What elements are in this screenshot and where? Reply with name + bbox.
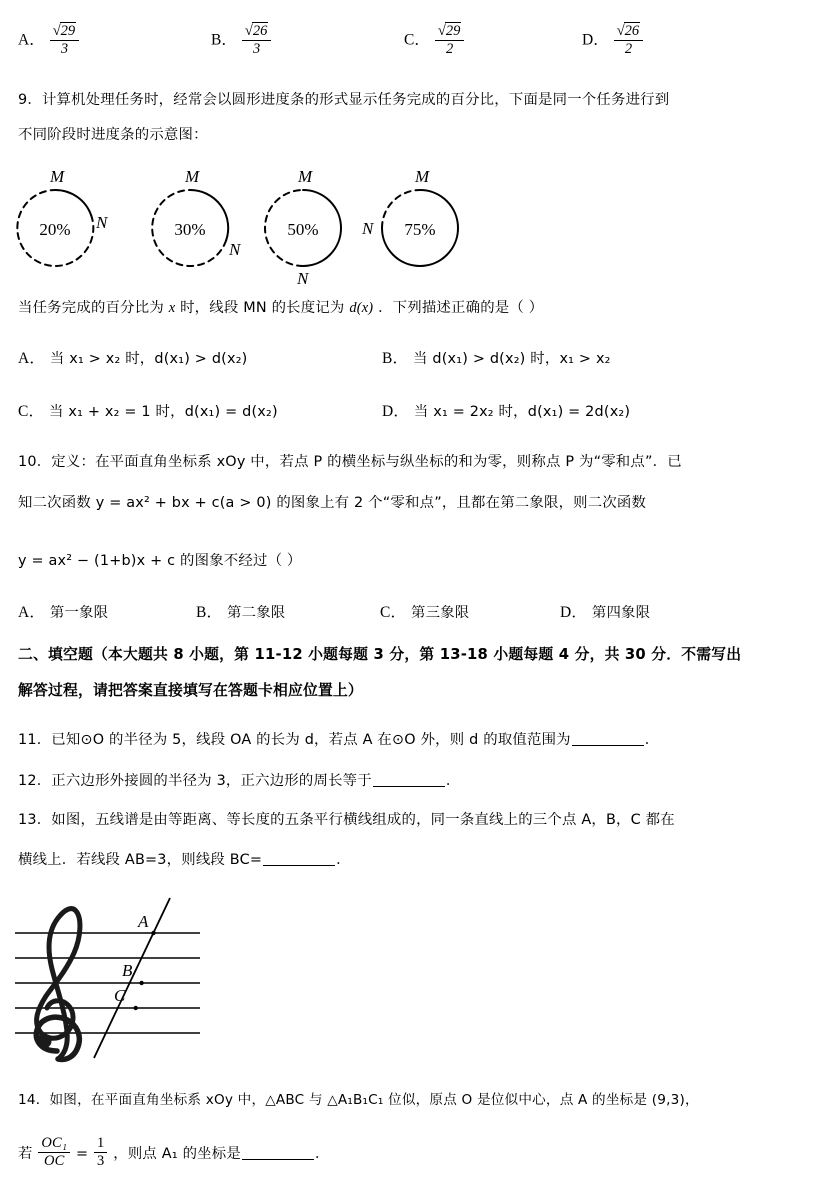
q8-options-row [18,18,828,76]
q8-option-c[interactable] [404,24,465,57]
q8-option-b-denominator: 3 [252,41,261,58]
q13-line2-post: ． [336,851,351,868]
circle-20-label-n: N [96,213,108,232]
q11-answer-blank[interactable] [572,731,644,746]
staff-point-b-dot [139,981,143,985]
q10-option-c-label: C． [380,604,407,621]
staff-label-c: C [114,986,126,1005]
q9-question-dx: d(x) [349,300,374,316]
section2-heading-line1: 二、填空题（本大题共 8 小题，第 11-12 小题每题 3 分，第 13-18 小题每题 4 分，共 30 分．不需写出 [18,646,742,663]
q9-option-b-text: 当 d(x₁) > d(x₂) 时，x₁ > x₂ [413,351,611,367]
q10-option-b-label: B． [196,604,223,621]
circle-20-percent: 20% [39,220,71,239]
circle-30-label-n: N [229,240,241,259]
q10-option-a-text: 第一象限 [49,605,109,621]
q14-value-numerator: 1 [94,1136,107,1153]
q10-option-a[interactable] [18,605,108,621]
q10-option-d-text: 第四象限 [591,605,651,621]
q8-option-d-label: D． [582,31,609,49]
q13-line2 [18,851,351,867]
circle-50-label-m: M [298,167,313,186]
q8-option-d[interactable] [582,24,644,57]
q13-answer-blank[interactable] [263,851,335,866]
q8-option-d-numerator: √26 [614,24,643,41]
q10-option-c-text: 第三象限 [411,605,470,621]
q14-line2-mid: ，则点 A₁ 的坐标是 [113,1146,241,1163]
radical-icon: √ [52,23,61,39]
q9-option-a-label: A． [18,350,46,367]
q9-option-d-label: D． [382,403,410,420]
q9-option-b[interactable] [382,351,611,367]
q8-option-c-label: C． [404,31,430,49]
q9-option-b-label: B． [382,350,409,367]
q12 [18,772,460,788]
q10-option-d[interactable] [560,605,650,621]
q10-option-b[interactable] [196,605,285,621]
q14-line1: 14．如图，在平面直角坐标系 xOy 中，△ABC 与 △A₁B₁C₁ 位似，原点 O 是位似中心，点 A 的坐标是 (9,3)， [18,1092,699,1108]
radical-icon: √ [437,23,446,39]
circle-30-percent: 30% [174,220,206,239]
q8-option-d-fraction [614,24,643,57]
q9-option-a[interactable] [18,351,247,367]
q9-option-d[interactable] [382,404,630,420]
radical-icon: √ [616,23,625,39]
q9-option-c[interactable] [18,404,278,420]
q14-value-fraction [94,1136,107,1169]
staff-point-a-dot [151,931,155,935]
q9-option-d-text: 当 x₁ = 2x₂ 时，d(x₁) = 2d(x₂) [413,404,631,420]
staff-svg [10,893,220,1073]
q14-ratio-fraction [38,1136,70,1169]
q9-option-a-text: 当 x₁ > x₂ 时，d(x₁) > d(x₂) [49,351,248,367]
q10-option-a-label: A． [18,604,46,621]
q14-line2 [18,1136,330,1169]
circle-50-label-n: N [297,269,309,288]
q13-line1: 13．如图，五线谱是由等距离、等长度的五条平行横线组成的，同一条直线上的三个点 A，B，C 都在 [18,812,675,828]
q8-option-b-numerator: √26 [242,24,271,41]
q9-progress-circles-figure [0,160,500,295]
q14-value-denominator: 3 [97,1153,105,1170]
q10-option-b-text: 第二象限 [227,605,286,621]
circle-30-label-m: M [185,167,200,186]
treble-clef-icon [36,909,80,1060]
q11-trailing: ． [644,731,660,748]
q9-question-pre: 当任务完成的百分比为 [18,300,164,316]
q14-equals-sign: = [75,1146,89,1163]
q11-text: 11．已知⊙O 的半径为 5，线段 OA 的长为 d，若点 A 在⊙O 外，则 d 的取值范围为 [18,731,571,748]
q9-option-c-text: 当 x₁ + x₂ = 1 时，d(x₁) = d(x₂) [49,404,278,420]
q10-option-d-label: D． [560,604,588,621]
q8-option-c-fraction [435,24,464,57]
staff-lines [15,933,200,1033]
q8-option-a-numerator: √29 [50,24,79,41]
q12-trailing: ． [445,772,461,789]
q13-staff-figure [10,893,220,1073]
q10-option-c[interactable] [380,605,469,621]
staff-label-b: B [122,961,133,980]
circle-75-label-n: N [362,219,374,238]
radical-icon: √ [244,23,253,39]
staff-points [134,931,156,1010]
q8-option-b-label: B． [211,31,237,49]
progress-circles-svg [0,160,500,295]
q8-option-b-fraction [242,24,271,57]
q9-stem-line2: 不同阶段时进度条的示意图： [18,127,208,143]
q8-option-c-denominator: 2 [445,41,454,58]
q9-question-var: x [168,300,176,316]
circle-20-label-m: M [50,167,65,186]
q9-question-post: ．下列描述正确的是（ ） [378,300,544,316]
q12-answer-blank[interactable] [373,772,445,787]
q8-option-c-numerator: √29 [435,24,464,41]
q10-line1: 10．定义：在平面直角坐标系 xOy 中，若点 P 的横坐标与纵坐标的和为零，则称点 P 为“零和点”．已 [18,454,682,470]
q8-option-a[interactable] [18,24,80,57]
staff-point-c-dot [134,1006,138,1010]
circle-75-percent: 75% [404,220,436,239]
staff-label-a: A [138,912,149,931]
q8-option-a-fraction [50,24,79,57]
q9-option-c-label: C． [18,403,45,420]
q8-option-b[interactable] [211,24,272,57]
q12-text: 12．正六边形外接圆的半径为 3，正六边形的周长等于 [18,772,372,789]
q14-line2-post: ． [314,1146,330,1163]
q11 [18,731,659,747]
q10-line3: y = ax² − (1+b)x + c 的图象不经过（ ） [18,553,302,569]
q14-ratio-denominator: OC [44,1153,65,1170]
treble-clef-dot [37,1034,52,1049]
section2-heading-line2: 解答过程，请把答案直接填写在答题卡相应位置上） [18,682,363,699]
q14-answer-blank[interactable] [242,1145,314,1160]
q9-stem-line1: 9．计算机处理任务时，经常会以圆形进度条的形式显示任务完成的百分比，下面是同一个任务进行到 [18,92,670,108]
q8-option-a-label: A． [18,31,45,49]
q10-line2: 知二次函数 y = ax² + bx + c(a > 0) 的图象上有 2 个“零和点”，且都在第二象限，则二次函数 [18,495,647,511]
q8-option-a-denominator: 3 [60,41,69,58]
q8-option-d-denominator: 2 [624,41,633,58]
q14-line2-pre: 若 [18,1146,33,1163]
q14-ratio-numerator: OC₁ [38,1136,70,1153]
circle-75-label-m: M [415,167,430,186]
q9-question-line [18,301,543,315]
circle-50-percent: 50% [287,220,319,239]
q9-question-mid: 时，线段 MN 的长度记为 [180,300,345,316]
q13-line2-pre: 横线上．若线段 AB=3，则线段 BC= [18,851,263,868]
